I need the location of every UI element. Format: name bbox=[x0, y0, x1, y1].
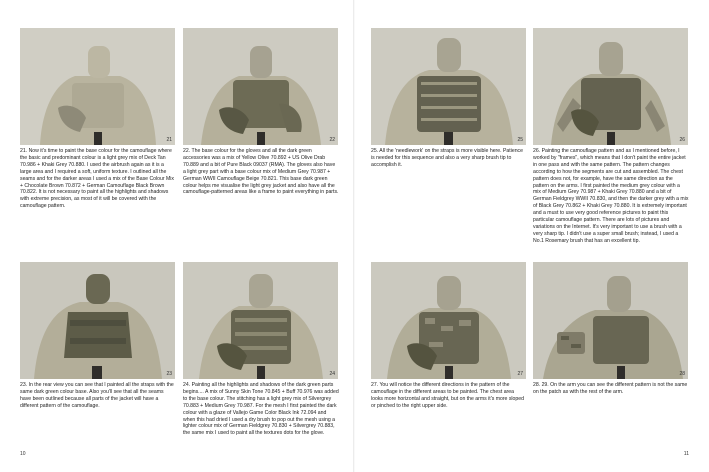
photo-number: 24 bbox=[329, 371, 335, 377]
bust-figure-23 bbox=[20, 262, 175, 379]
photo-number: 23 bbox=[166, 371, 172, 377]
photo-25 bbox=[371, 28, 526, 145]
caption-26: 26. Painting the camouflage pattern and as I mentioned before, I worked by "frames", which means that I don't paint the entire jacket in one pass and with the same pattern. The pattern changes according to how the segments are cut and assembled. The chest pattern does not, for example, have the same direction as the pattern on the arms. I first painted the medium grey colour with a mix of Medium Grey 70.987 + Khaki Grey 70.880 and a bit of German Fieldgrey WWII 70.830, and then the darker grey with a mix of Black Grey 70.862 + Khaki Grey 70.880. It is extremely important and a must to use very good reference pictures to paint this particular camouflage pattern. There are lots of pictures and variations on the Internet. It's very important to use a brush with a very sharp tip. I didn't use a super small brush; instead, I used a No.1 Rosemary brush that has an excellent tip. bbox=[533, 148, 689, 244]
photo-number: 25 bbox=[517, 137, 523, 143]
caption-25: 25. All the 'needlework' on the straps is more visible here. Patience is needed for this sequence and also a very sharp brush tip to accomplish it. bbox=[371, 148, 523, 168]
bust-figure-24 bbox=[183, 262, 338, 379]
bust-figure-26 bbox=[533, 28, 688, 145]
caption-28: 28. 29. On the arm you can see the different pattern is not the same on the patch as with the rest of the arm. bbox=[533, 382, 688, 395]
photo-number: 21 bbox=[166, 137, 172, 143]
bust-figure-25 bbox=[371, 28, 526, 145]
bust-figure-21 bbox=[20, 28, 175, 145]
photo-number: 26 bbox=[679, 137, 685, 143]
photo-24 bbox=[183, 262, 338, 379]
caption-23: 23. In the rear view you can see that I painted all the straps with the same dark green colour base. Also you'll see that all the seams have been outlined because all parts of the jacket will have a different pattern of the camouflage. bbox=[20, 382, 174, 409]
photo-26 bbox=[533, 28, 688, 145]
caption-24: 24. Painting all the highlights and shadows of the dark green parts begins.... A mix of Sunny Skin Tone 70.845 + Buff 70.976 was added to the base colour. The stitching has a light grey mix of Silvergrey 70.883 + Medium Grey 70.987. For the mesh I first painted the dark colour with a glaze of Vallejo Game Color Black Ink 72.094 and when this had dried I used a dry brush to pop out the mesh using a lighter colour mix of German Fieldgrey 70.830 + Silvergrey 70.883, the same mix I used to paint all the textures dots for the glove. bbox=[183, 382, 339, 437]
photo-23 bbox=[20, 262, 175, 379]
photo-number: 28 bbox=[679, 371, 685, 377]
photo-27 bbox=[371, 262, 526, 379]
bust-figure-28 bbox=[533, 262, 688, 379]
photo-number: 22 bbox=[329, 137, 335, 143]
photo-21 bbox=[20, 28, 175, 145]
caption-21: 21. Now it's time to paint the base colour for the camouflage where the basic and predominant colour is a light grey mix of Deck Tan 70.986 + Khaki Grey 70.880. I used the airbrush again as it is a large area and I required a soft, uniform texture. I outlined all the seams and for the darker areas I used a mix of the Base Colour Mix + Chocolate Brown 70.872 + German Camouflage Black Brown 70.822. It is not necessary to paint all the highlights and shadows with extreme precision, as most of it will be covered with the camouflage pattern. bbox=[20, 148, 175, 210]
photo-28 bbox=[533, 262, 688, 379]
left-page bbox=[0, 0, 354, 472]
right-page bbox=[355, 0, 709, 472]
page-number-left: 10 bbox=[20, 451, 26, 457]
bust-figure-27 bbox=[371, 262, 526, 379]
caption-27: 27. You will notice the different directions in the pattern of the camouflage in the different areas to be painted. The chest area looks more horizontal and straight, but on the arms it's more sloped or pinched to the right upper side. bbox=[371, 382, 524, 409]
bust-figure-22 bbox=[183, 28, 338, 145]
photo-number: 27 bbox=[517, 371, 523, 377]
caption-22: 22. The base colour for the gloves and all the dark green accessories was a mix of Yellow Olive 70.892 + US Olive Drab 70.889 and a bit of Pure Black 09037 (RMA). The gloves also have a light grey part with a base colour mix of Medium Grey 70.987 + German WWII Camouflage Beige 70.821. This base dark green colour helps me visualise the light grey jacket and also have all the camouflage-patterned areas like a frame to paint everything in parts. bbox=[183, 148, 339, 196]
page-number-right: 11 bbox=[683, 451, 689, 457]
photo-22 bbox=[183, 28, 338, 145]
